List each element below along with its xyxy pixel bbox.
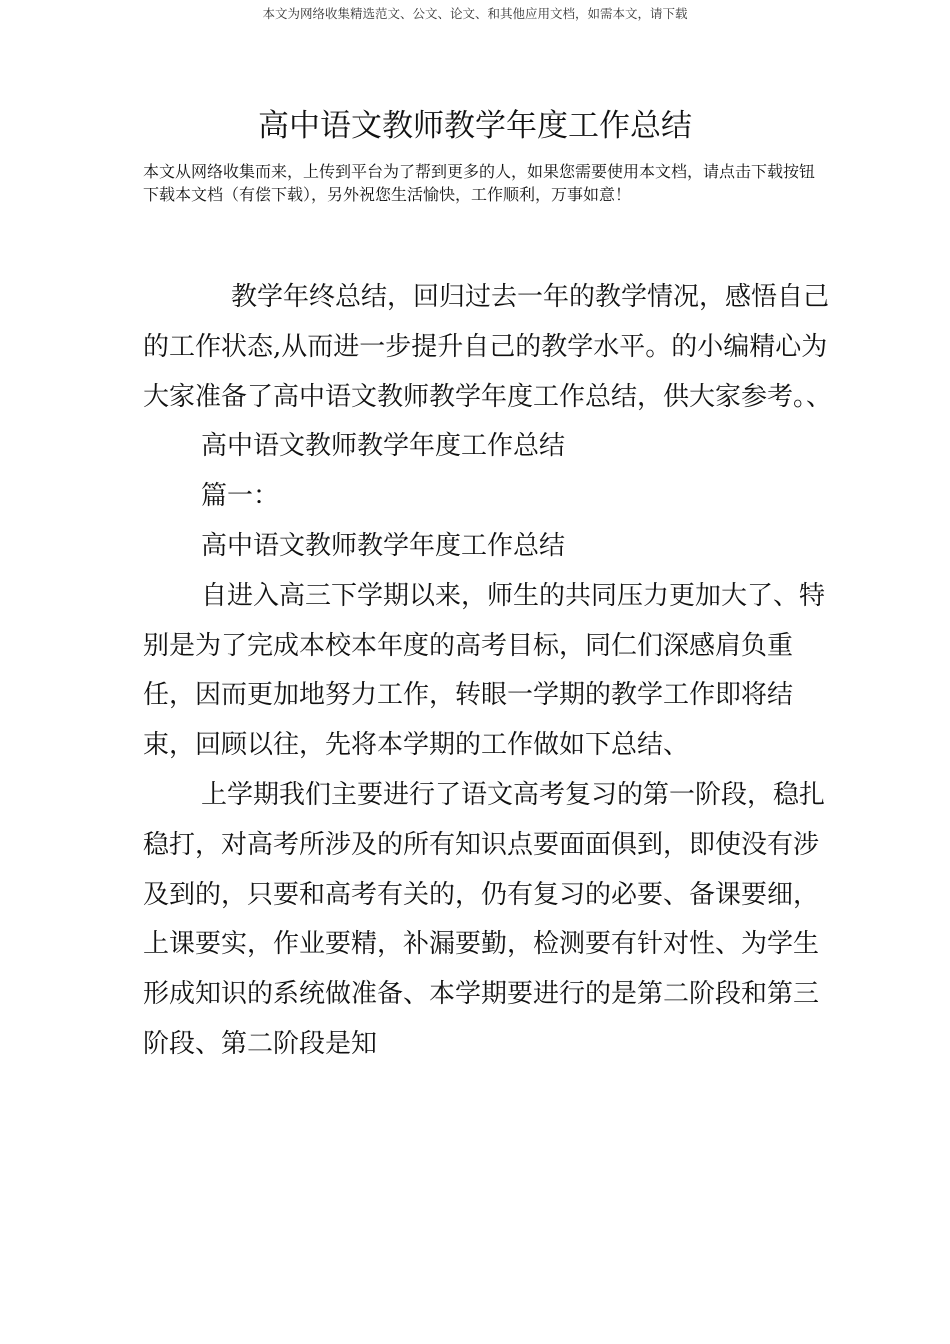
intro-note: 本文从网络收集而来，上传到平台为了帮到更多的人，如果您需要使用本文档，请点击下载按钮下载本文档（有偿下载），另外祝您生活愉快，工作顺利，万事如意！ [143, 162, 816, 204]
part-title: 高中语文教师教学年度工作总结 [201, 530, 566, 561]
document-body [143, 273, 833, 1070]
download-notice: 本文为网络收集精选范文、公文、论文、和其他应用文档，如需本文，请下载 [262, 6, 688, 21]
document-title: 高中语文教师教学年度工作总结 [258, 108, 692, 144]
paragraph-body-1: 自进入高三下学期以来，师生的共同压力更加大了、特别是为了完成本校本年度的高考目标，同仁们深感肩负重任，因而更加地努力工作，转眼一学期的教学工作即将结束，回顾以往，先将本学期的工作做如下总结、 [143, 580, 826, 761]
paragraph-body-2: 上学期我们主要进行了语文高考复习的第一阶段，稳扎稳打，对高考所涉及的所有知识点要面面俱到，即使没有涉及到的，只要和高考有关的，仍有复习的必要、备课要细，上课要实，作业要精，补漏要勤，检测要有针对性、为学生形成知识的系统做准备、本学期要进行的是第二阶段和第三阶段、第二阶段是知 [143, 779, 826, 1059]
paragraph-intro: 教学年终总结，回归过去一年的教学情况，感悟自己的工作状态,从而进一步提升自己的教学水平。的小编精心为大家准备了高中语文教师教学年度工作总结，供大家参考。、 [143, 282, 833, 412]
part-label: 篇一： [201, 481, 280, 512]
section-title: 高中语文教师教学年度工作总结 [201, 431, 566, 462]
